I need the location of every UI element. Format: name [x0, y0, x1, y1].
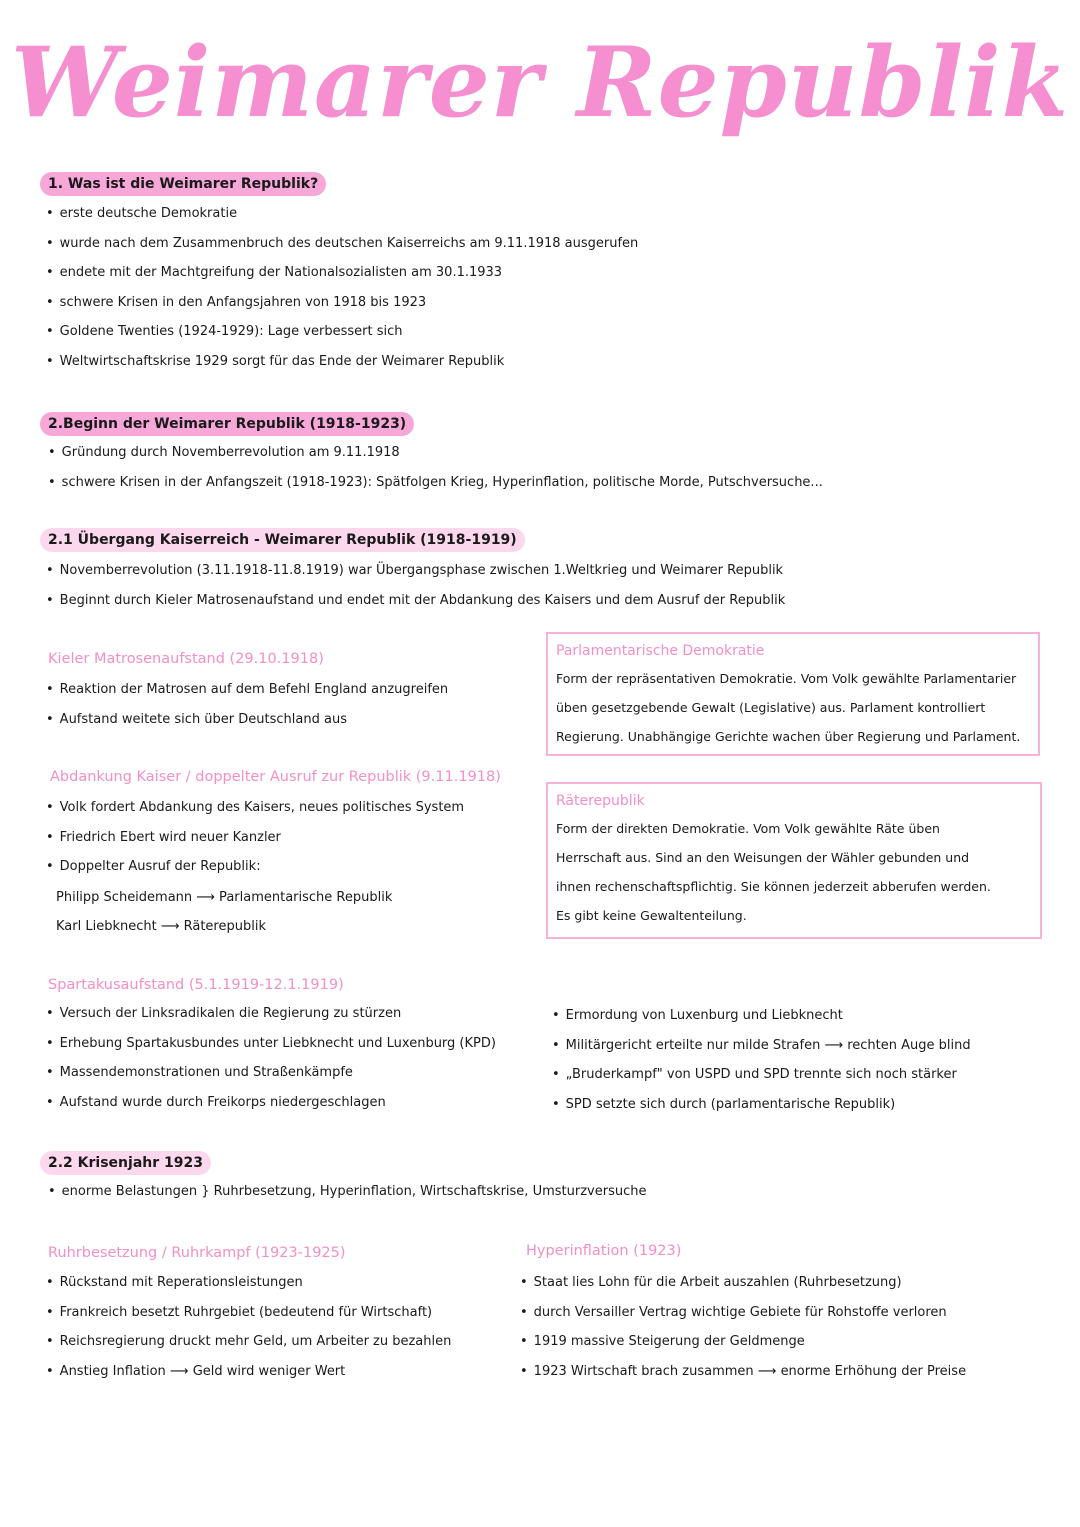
box-title: Parlamentarische Demokratie [556, 643, 765, 659]
box-line: Form der direkten Demokratie. Vom Volk gewählte Räte üben [556, 821, 940, 836]
section-2-1-list [46, 556, 785, 615]
spartakus-list-right [552, 1001, 971, 1119]
section-heading-2-1: 2.1 Übergang Kaiserreich - Weimarer Republik (1918-1919) [40, 528, 525, 552]
section-1-list [46, 199, 638, 376]
list-item: • Ermordung von Luxenburg und Liebknecht [552, 1001, 971, 1031]
list-item: Karl Liebknecht ⟶ Räterepublik [56, 919, 266, 934]
list-item: • enorme Belastungen } Ruhrbesetzung, Hyperinflation, Wirtschaftskrise, Umsturzversuche [48, 1177, 646, 1207]
spartakus-list-left [46, 999, 496, 1117]
list-item: • schwere Krisen in der Anfangszeit (1918-1923): Spätfolgen Krieg, Hyperinflation, politische Morde, Putschversuche... [48, 468, 823, 498]
subheading-abdankung: Abdankung Kaiser / doppelter Ausruf zur Republik (9.11.1918) [50, 769, 501, 785]
list-item: • Novemberrevolution (3.11.1918-11.8.1919) war Übergangsphase zwischen 1.Weltkrieg und Weimarer Republik [46, 556, 785, 586]
list-item: • SPD setzte sich durch (parlamentarische Republik) [552, 1090, 971, 1120]
section-2-list [48, 438, 823, 497]
list-item: • durch Versailler Vertrag wichtige Gebiete für Rohstoffe verloren [520, 1298, 966, 1328]
list-item: • Massendemonstrationen und Straßenkämpfe [46, 1058, 496, 1088]
list-item: • „Bruderkampf" von USPD und SPD trennte sich noch stärker [552, 1060, 971, 1090]
list-item: • Gründung durch Novemberrevolution am 9.11.1918 [48, 438, 823, 468]
subheading-ruhr: Ruhrbesetzung / Ruhrkampf (1923-1925) [48, 1245, 346, 1261]
section-heading-1: 1. Was ist die Weimarer Republik? [40, 172, 326, 196]
abdankung-list [46, 793, 464, 882]
list-item: • Friedrich Ebert wird neuer Kanzler [46, 823, 464, 853]
list-item: • Beginnt durch Kieler Matrosenaufstand und endet mit der Abdankung des Kaisers und dem Ausruf der Republik [46, 586, 785, 616]
box-body [556, 664, 1030, 751]
list-item: • 1923 Wirtschaft brach zusammen ⟶ enorme Erhöhung der Preise [520, 1357, 966, 1387]
kiel-list [46, 675, 448, 734]
list-item: • Erhebung Spartakusbundes unter Liebknecht und Luxenburg (KPD) [46, 1029, 496, 1059]
list-item: • Reaktion der Matrosen auf dem Befehl England anzugreifen [46, 675, 448, 705]
section-2-2-list [48, 1177, 646, 1207]
list-item: • Doppelter Ausruf der Republik: [46, 852, 464, 882]
box-line: üben gesetzgebende Gewalt (Legislative) aus. Parlament kontrolliert [556, 700, 986, 715]
list-item: • Weltwirtschaftskrise 1929 sorgt für das Ende der Weimarer Republik [46, 347, 638, 377]
definition-box-parlamentarische-demokratie [546, 632, 1040, 756]
list-item: • Goldene Twenties (1924-1929): Lage verbessert sich [46, 317, 638, 347]
box-line: Form der repräsentativen Demokratie. Vom Volk gewählte Parlamentarier [556, 671, 1017, 686]
box-line: Regierung. Unabhängige Gerichte wachen über Regierung und Parlament. [556, 729, 1021, 744]
box-line: Es gibt keine Gewaltenteilung. [556, 908, 747, 923]
list-item: • Anstieg Inflation ⟶ Geld wird weniger Wert [46, 1357, 451, 1387]
list-item: • 1919 massive Steigerung der Geldmenge [520, 1327, 966, 1357]
list-item: • Reichsregierung druckt mehr Geld, um Arbeiter zu bezahlen [46, 1327, 451, 1357]
list-item: • Volk fordert Abdankung des Kaisers, neues politisches System [46, 793, 464, 823]
box-line: Herrschaft aus. Sind an den Weisungen der Wähler gebunden und [556, 850, 970, 865]
list-item: • Aufstand weitete sich über Deutschland aus [46, 705, 448, 735]
section-heading-2: 2.Beginn der Weimarer Republik (1918-1923) [40, 412, 414, 436]
ruhr-list [46, 1268, 451, 1386]
hyperinflation-list [520, 1268, 966, 1386]
section-heading-2-2: 2.2 Krisenjahr 1923 [40, 1151, 211, 1175]
subheading-spartakus: Spartakusaufstand (5.1.1919-12.1.1919) [48, 977, 344, 993]
list-item: • erste deutsche Demokratie [46, 199, 638, 229]
list-item: Philipp Scheidemann ⟶ Parlamentarische Republik [56, 890, 393, 905]
subheading-kiel: Kieler Matrosenaufstand (29.10.1918) [48, 651, 324, 667]
definition-box-raeterepublik [546, 782, 1042, 939]
box-title: Räterepublik [556, 793, 645, 809]
list-item: • Versuch der Linksradikalen die Regierung zu stürzen [46, 999, 496, 1029]
list-item: • Staat lies Lohn für die Arbeit auszahlen (Ruhrbesetzung) [520, 1268, 966, 1298]
list-item: • endete mit der Machtgreifung der Nationalsozialisten am 30.1.1933 [46, 258, 638, 288]
list-item: • Aufstand wurde durch Freikorps niedergeschlagen [46, 1088, 496, 1118]
list-item: • wurde nach dem Zusammenbruch des deutschen Kaiserreichs am 9.11.1918 ausgerufen [46, 229, 638, 259]
list-item: • Rückstand mit Reperationsleistungen [46, 1268, 451, 1298]
subheading-hyperinflation: Hyperinflation (1923) [526, 1243, 682, 1259]
list-item: • Frankreich besetzt Ruhrgebiet (bedeutend für Wirtschaft) [46, 1298, 451, 1328]
list-item: • Militärgericht erteilte nur milde Strafen ⟶ rechten Auge blind [552, 1031, 971, 1061]
box-line: ihnen rechenschaftspflichtig. Sie können jederzeit abberufen werden. [556, 879, 991, 894]
box-body [556, 814, 1032, 930]
list-item: • schwere Krisen in den Anfangsjahren von 1918 bis 1923 [46, 288, 638, 318]
abdankung-sublist [56, 883, 392, 941]
page-title: Weimarer Republik [10, 26, 1070, 139]
